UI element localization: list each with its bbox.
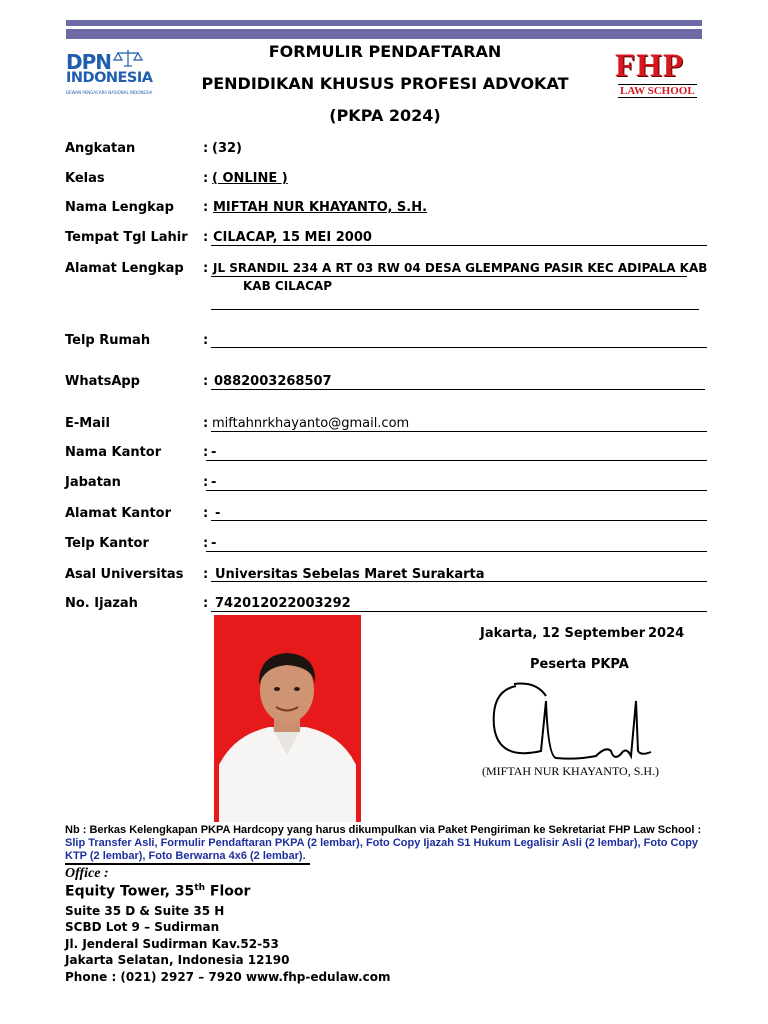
office-divider — [65, 863, 310, 865]
applicant-photo — [214, 615, 361, 822]
label-angkatan: Angkatan — [65, 141, 136, 156]
colon: : — [203, 506, 209, 521]
colon: : — [203, 445, 209, 460]
signature-year: 2024 — [648, 626, 685, 641]
office-line-1: Suite 35 D & Suite 35 H — [65, 904, 225, 918]
fhp-logo-subtext: LAW SCHOOL — [620, 85, 695, 97]
header-bar-bottom — [66, 29, 702, 39]
signature-place-date: Jakarta, 12 September — [480, 626, 646, 641]
dpn-logo-subtext: INDONESIA — [66, 70, 153, 86]
colon: : — [203, 333, 209, 348]
label-nama-kantor: Nama Kantor — [65, 445, 162, 460]
fhp-logo-text: FHP — [615, 48, 684, 84]
value-alamat-kantor: - — [215, 506, 221, 521]
colon: : — [203, 230, 209, 245]
office-line-4: Jakarta Selatan, Indonesia 12190 — [65, 953, 290, 967]
label-no-ijazah: No. Ijazah — [65, 596, 138, 611]
label-kelas: Kelas — [65, 171, 105, 186]
signature-name: (MIFTAH NUR KHAYANTO, S.H.) — [482, 764, 660, 778]
dpn-logo-text: DPN — [66, 50, 111, 74]
note-items: Slip Transfer Asli, Formulir Pendaftaran PKPA (2 lembar), Foto Copy Ijazah S1 Hukum Legalisir Asli (2 lembar), Foto Copy KTP (2 lembar), Foto Berwarna 4x6 (2 lembar). — [65, 837, 699, 862]
value-tempat-tgl-lahir: CILACAP, 15 MEI 2000 — [213, 230, 372, 245]
label-telp-kantor: Telp Kantor — [65, 536, 149, 551]
handwritten-signature — [486, 676, 686, 776]
underline — [211, 276, 687, 277]
fhp-logo — [613, 48, 705, 100]
dpn-logo — [66, 48, 170, 98]
colon: : — [203, 596, 209, 611]
office-building-sup: th — [194, 883, 206, 893]
colon: : — [203, 141, 209, 156]
office-building-floor: Floor — [205, 883, 251, 900]
colon: : — [203, 475, 209, 490]
colon: : — [203, 261, 209, 276]
value-telp-kantor: - — [211, 536, 217, 551]
office-line-2: SCBD Lot 9 – Sudirman — [65, 920, 220, 934]
label-asal-universitas: Asal Universitas — [65, 567, 184, 582]
value-nama-lengkap: MIFTAH NUR KHAYANTO, S.H. — [213, 200, 428, 215]
signature-role: Peserta PKPA — [530, 657, 629, 672]
form-year: (PKPA 2024) — [329, 106, 441, 125]
header-bar-top — [66, 20, 702, 26]
value-whatsapp: 0882003268507 — [214, 374, 332, 389]
underline — [211, 611, 707, 612]
label-tempat-tgl-lahir: Tempat Tgl Lahir — [65, 230, 188, 245]
underline — [211, 431, 707, 432]
telp-rumah-field — [211, 347, 707, 348]
form-title: FORMULIR PENDAFTARAN — [268, 42, 502, 61]
value-asal-universitas: Universitas Sebelas Maret Surakarta — [215, 567, 485, 582]
colon: : — [203, 416, 209, 431]
person-portrait-icon — [214, 615, 361, 822]
label-alamat-lengkap: Alamat Lengkap — [65, 261, 184, 276]
label-jabatan: Jabatan — [65, 475, 121, 490]
colon: : — [203, 200, 209, 215]
label-email: E-Mail — [65, 416, 110, 431]
underline — [211, 309, 699, 310]
underline — [206, 490, 707, 491]
value-angkatan: (32) — [212, 141, 242, 156]
office-line-3: Jl. Jenderal Sudirman Kav.52-53 — [65, 937, 279, 951]
label-alamat-kantor: Alamat Kantor — [65, 506, 172, 521]
colon: : — [203, 171, 209, 186]
label-nama-lengkap: Nama Lengkap — [65, 200, 174, 215]
underline — [211, 581, 707, 582]
value-no-ijazah: 742012022003292 — [215, 596, 351, 611]
value-kelas: ( ONLINE ) — [212, 171, 288, 186]
submission-note — [65, 824, 707, 863]
value-alamat-lengkap: JL SRANDIL 234 A RT 03 RW 04 DESA GLEMPANG PASIR KEC ADIPALA KAB — [213, 261, 708, 275]
underline — [211, 520, 707, 521]
colon: : — [203, 374, 209, 389]
underline — [206, 551, 707, 552]
value-jabatan: - — [211, 475, 217, 490]
office-building-name: Equity Tower, 35 — [65, 883, 195, 900]
note-prefix: Nb : Berkas Kelengkapan PKPA Hardcopy yang harus dikumpulkan via Paket Pengiriman ke Sekretariat FHP Law School : — [65, 824, 702, 836]
value-email: miftahnrkhayanto@gmail.com — [212, 416, 410, 431]
label-whatsapp: WhatsApp — [65, 374, 140, 389]
value-alamat-lengkap-line2: KAB CILACAP — [243, 279, 333, 293]
office-heading: Office : — [65, 866, 109, 881]
office-building — [65, 883, 250, 900]
office-phone-website: Phone : (021) 2927 – 7920 www.fhp-edulaw.com — [65, 970, 391, 984]
dpn-logo-tagline: DEWAN PENGACARA NASIONAL INDONESIA — [66, 90, 153, 95]
colon: : — [203, 536, 209, 551]
label-telp-rumah: Telp Rumah — [65, 333, 151, 348]
underline — [211, 245, 707, 246]
value-nama-kantor: - — [211, 445, 217, 460]
underline — [206, 460, 707, 461]
underline — [211, 389, 705, 390]
colon: : — [203, 567, 209, 582]
form-subtitle: PENDIDIKAN KHUSUS PROFESI ADVOKAT — [201, 74, 569, 93]
